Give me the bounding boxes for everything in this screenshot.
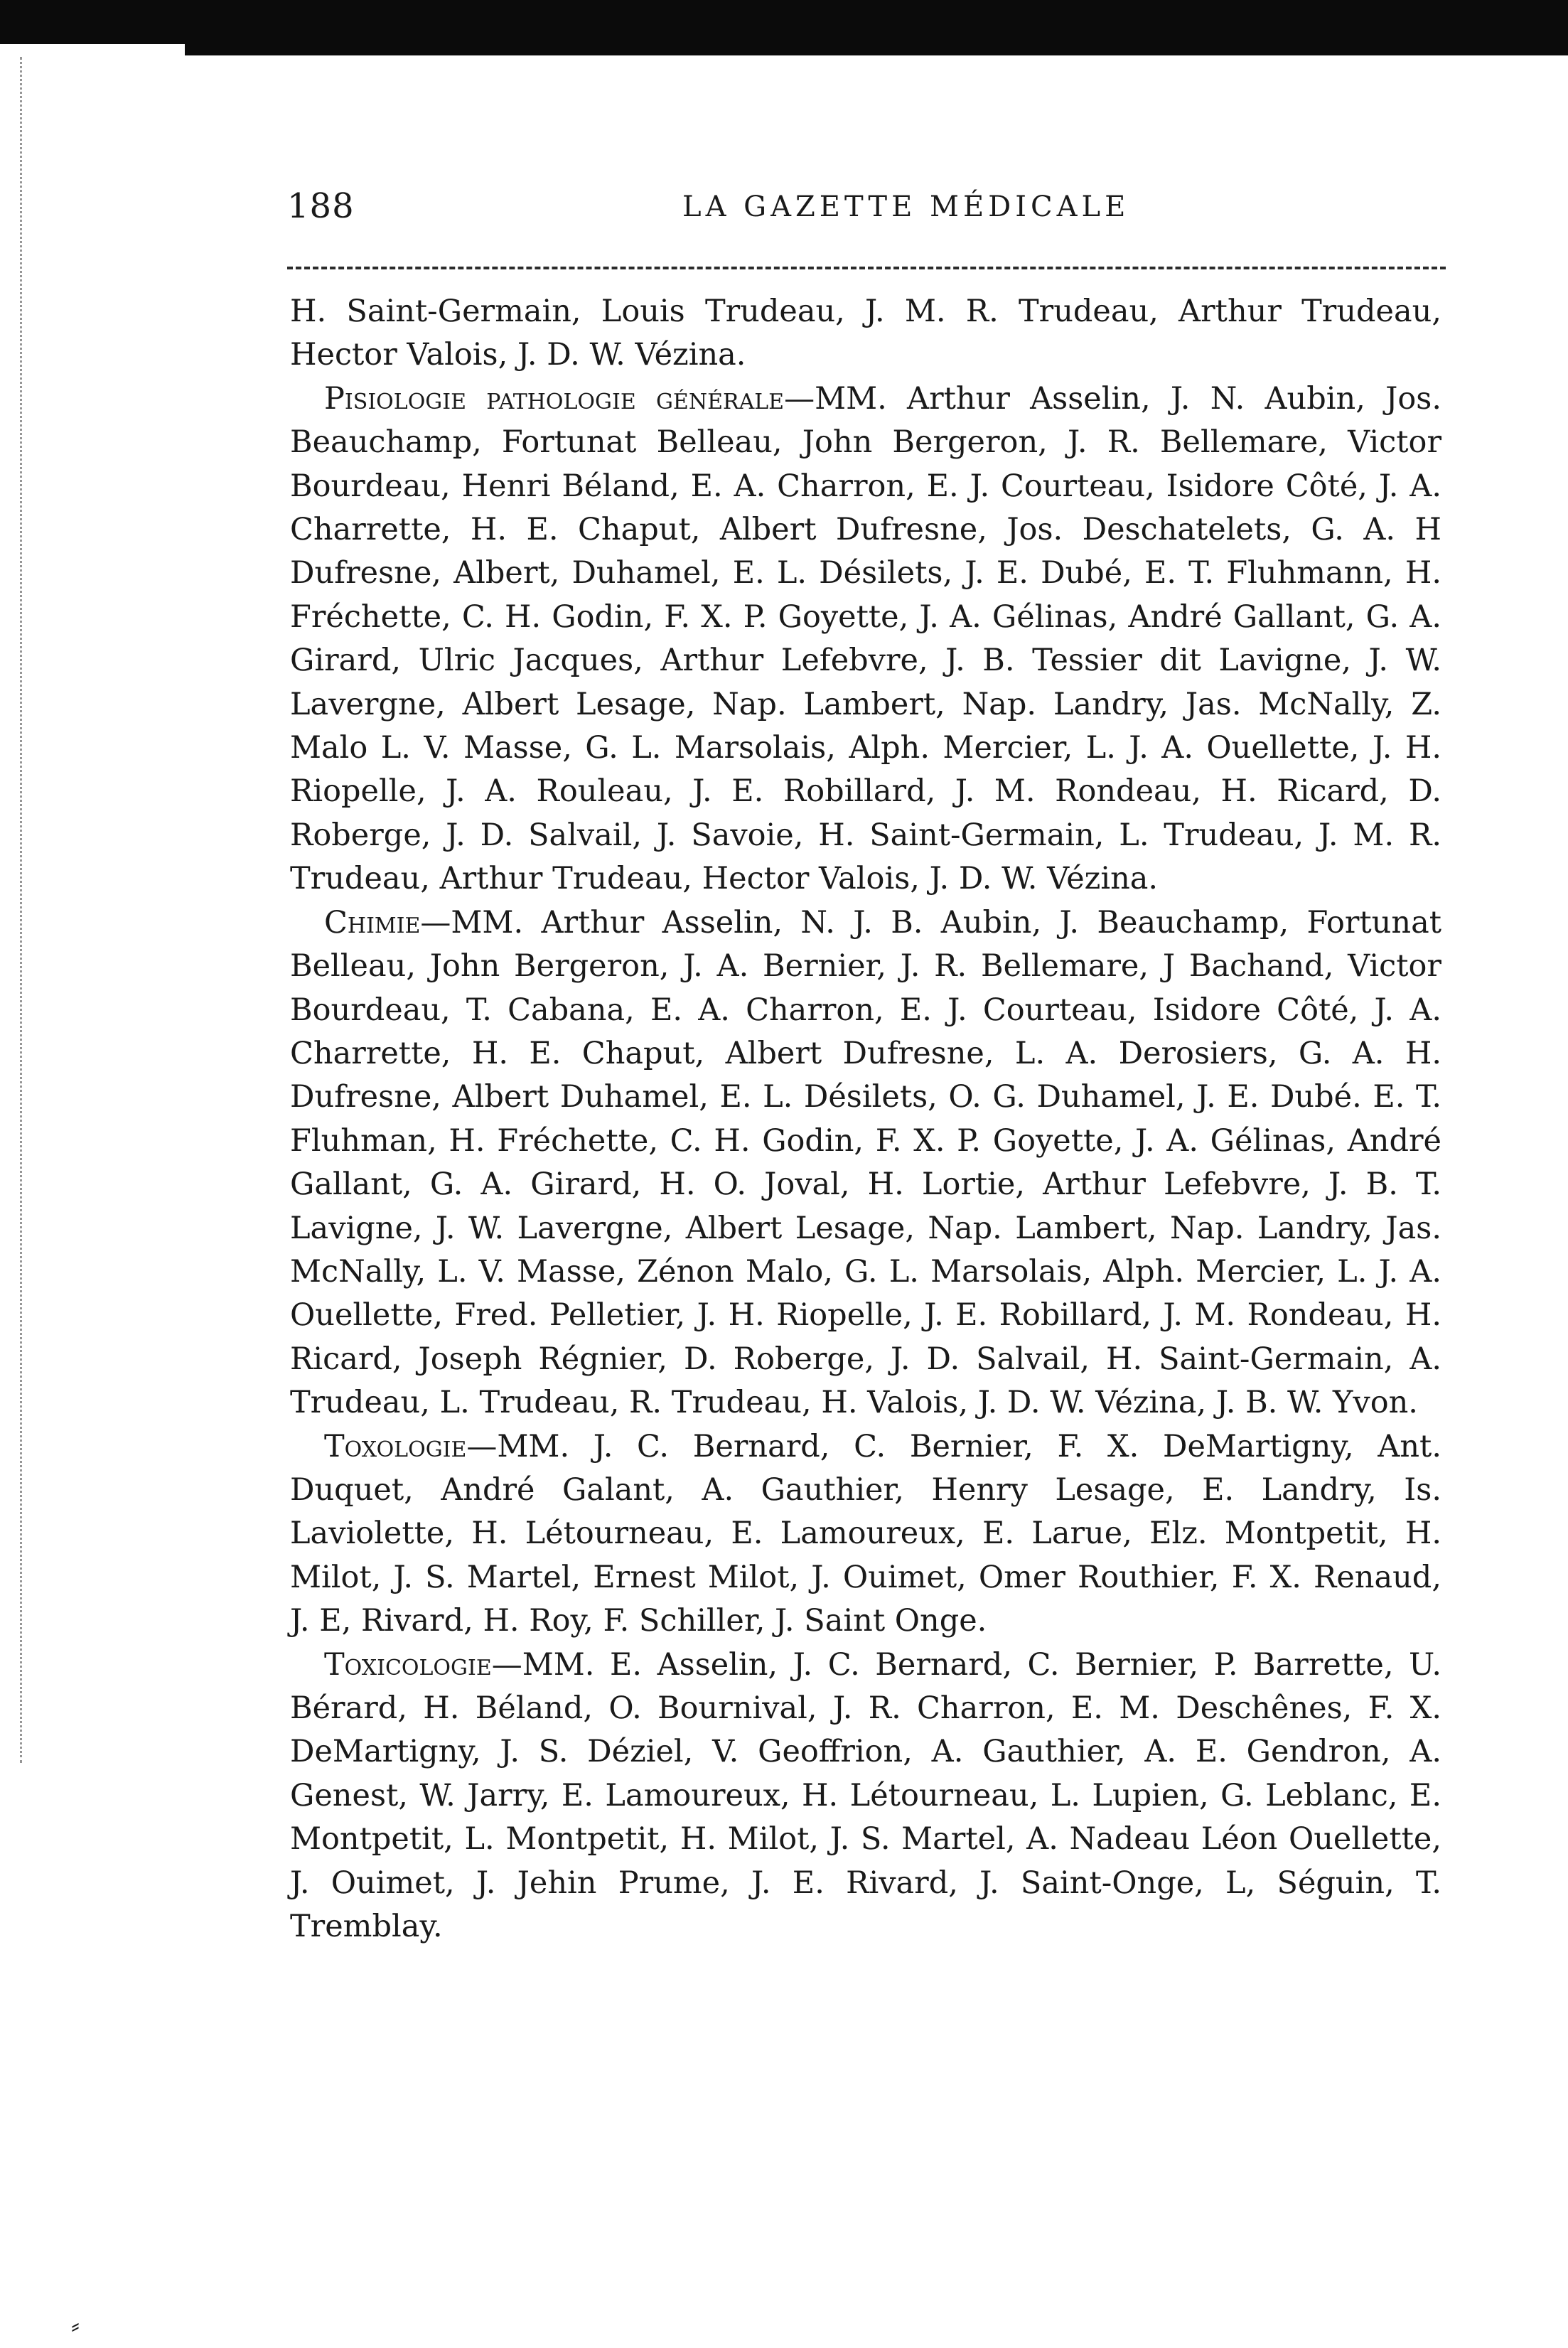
section-heading: Chimie	[324, 904, 421, 940]
section-heading: Toxologie	[324, 1428, 467, 1464]
page-number: 188	[287, 186, 355, 226]
header-rule	[287, 267, 1446, 269]
paragraph-text: —MM. Arthur Asselin, N. J. B. Aubin, J. Beauchamp, Fortunat Belleau, John Bergeron, J. A. Bernier, J. R. Bellemare, J Bachand, Victor Bourdeau, T. Cabana, E. A. Charron, E. J. Courteau, Isidore Côté, J. A. Charrette, H. E. Chaput, Albert Dufresne, L. A. Derosiers, G. A. H. Dufresne, Albert Duhamel, E. L. Désilets, O. G. Duhamel, J. E. Dubé. E. T. Fluhman, H. Fréchette, C. H. Godin, F. X. P. Goyette, J. A. Gélinas, André Gallant, G. A. Girard, H. O. Joval, H. Lortie, Arthur Lefebvre, J. B. T. Lavigne, J. W. Lavergne, Albert Lesage, Nap. Lambert, Nap. Landry, Jas. McNally, L. V. Masse, Zénon Malo, G. L. Marsolais, Alph. Mercier, L. J. A. Ouellette, Fred. Pelletier, J. H. Riopelle, J. E. Robillard, J. M. Rondeau, H. Ricard, Joseph Régnier, D. Roberge, J. D. Salvail, H. Saint-Germain, A. Trudeau, L. Trudeau, R. Trudeau, H. Valois, J. D. W. Vézina, J. B. W. Yvon.	[290, 904, 1441, 1421]
paragraph-text: —MM. E. Asselin, J. C. Bernard, C. Bernier, P. Barrette, U. Bérard, H. Béland, O. Bournival, J. R. Charron, E. M. Deschênes, F. X. DeMartigny, J. S. Déziel, V. Geoffrion, A. Gauthier, A. E. Gendron, A. Genest, W. Jarry, E. Lamoureux, H. Létourneau, L. Lupien, G. Leblanc, E. Montpetit, L. Montpetit, H. Milot, J. S. Martel, A. Nadeau Léon Ouellette, J. Ouimet, J. Jehin Prume, J. E. Rivard, J. Saint-Onge, L, Séguin, T. Tremblay.	[290, 1646, 1441, 1945]
paragraph-physiologie-pathologique	[290, 377, 1441, 901]
paragraph-toxologie	[290, 1425, 1441, 1644]
paragraph-continuation	[290, 290, 1441, 377]
paragraph-toxicologie	[290, 1644, 1441, 1949]
paragraph-chimie	[290, 901, 1441, 1425]
paragraph-text: H. Saint-Germain, Louis Trudeau, J. M. R. Trudeau, Arthur Trudeau, Hector Valois, J. D. W. Vézina.	[290, 294, 1441, 373]
running-title: LA GAZETTE MÉDICALE	[682, 191, 1130, 223]
body-text	[290, 290, 1441, 1948]
scan-border-top	[0, 0, 1568, 55]
scan-edge-left	[20, 57, 25, 1763]
section-heading: Toxicologie	[324, 1646, 492, 1683]
paragraph-text: —MM. J. C. Bernard, C. Bernier, F. X. DeMartigny, Ant. Duquet, André Galant, A. Gauthier, Henry Lesage, E. Landry, Is. Laviolette, H. Létourneau, E. Lamoureux, E. Larue, Elz. Montpetit, H. Milot, J. S. Martel, Ernest Milot, J. Ouimet, Omer Routhier, F. X. Renaud, J. E, Rivard, H. Roy, F. Schiller, J. Saint Onge.	[290, 1428, 1441, 1639]
section-heading: Pisiologie pathologie générale	[324, 380, 785, 417]
scan-border-notch	[0, 44, 185, 60]
scan-smudge-mark: ⸗	[71, 2311, 80, 2340]
paragraph-text: —MM. Arthur Asselin, J. N. Aubin, Jos. Beauchamp, Fortunat Belleau, John Bergeron, J. R. Bellemare, Victor Bourdeau, Henri Béland, E. A. Charron, E. J. Courteau, Isidore Côté, J. A. Charrette, H. E. Chaput, Albert Dufresne, Jos. Deschatelets, G. A. H Dufresne, Albert, Duhamel, E. L. Désilets, J. E. Dubé, E. T. Fluhmann, H. Fréchette, C. H. Godin, F. X. P. Goyette, J. A. Gélinas, André Gallant, G. A. Girard, Ulric Jacques, Arthur Lefebvre, J. B. Tessier dit Lavigne, J. W. Lavergne, Albert Lesage, Nap. Lambert, Nap. Landry, Jas. McNally, Z. Malo L. V. Masse, G. L. Marsolais, Alph. Mercier, L. J. A. Ouellette, J. H. Riopelle, J. A. Rouleau, J. E. Robillard, J. M. Rondeau, H. Ricard, D. Roberge, J. D. Salvail, J. Savoie, H. Saint-Germain, L. Trudeau, J. M. R. Trudeau, Arthur Trudeau, Hector Valois, J. D. W. Vézina.	[290, 380, 1441, 897]
